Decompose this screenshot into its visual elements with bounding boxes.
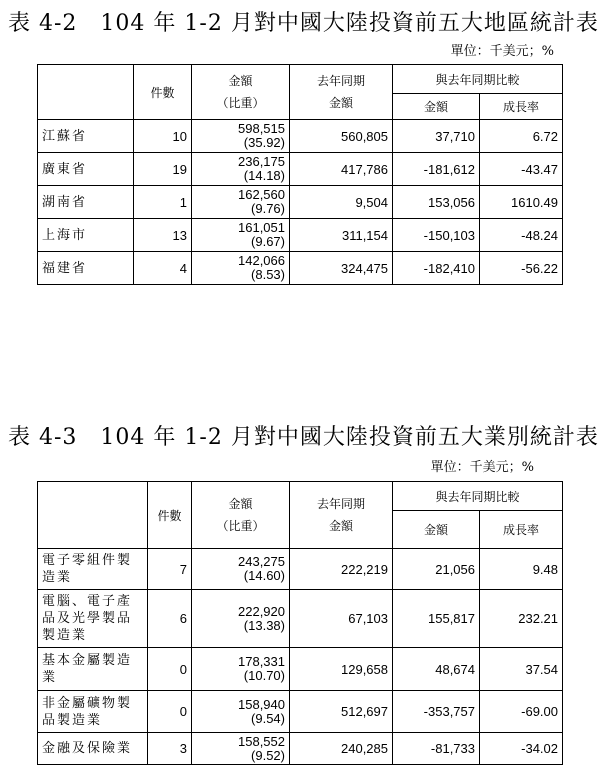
- table2-header-prev: [290, 482, 393, 549]
- table-row: [38, 120, 563, 153]
- table2-header-amount-bottom: （比重）: [216, 519, 265, 533]
- table2-row-name-line: 品製造業: [42, 712, 103, 728]
- table1-row-prev: 311,154: [290, 219, 393, 252]
- table-row: [38, 549, 563, 590]
- table1-row-diff: 37,710: [393, 120, 480, 153]
- table2-row-prev: 129,658: [290, 648, 393, 691]
- table2-row-name-line: 品及光學製品: [42, 611, 133, 626]
- table2-header-count: 件數: [148, 482, 192, 549]
- table2-row-share: (13.38): [243, 617, 285, 633]
- table2-corner-cell: [38, 482, 148, 549]
- table2-row-amount-value: 222,920: [238, 603, 285, 619]
- table2-row-name-line: 造業: [42, 570, 73, 585]
- table2-row-amount: [192, 648, 290, 691]
- table1-row-count: 19: [134, 153, 192, 186]
- table2-row-amount: [192, 549, 290, 590]
- table2-row-diff: -353,757: [393, 691, 480, 733]
- table1-row-growth: 6.72: [480, 120, 563, 153]
- table1-header-amount-bottom: （比重）: [216, 96, 265, 110]
- table2-row-prev: 222,219: [290, 549, 393, 590]
- table2-unit: 單位：千美元；%: [430, 460, 534, 475]
- table1-row-count: 1: [134, 186, 192, 219]
- table2-row-name: [38, 733, 148, 765]
- table1-header-cmp-amount: 金額: [393, 94, 480, 120]
- table2-header-compare: 與去年同期比較: [393, 482, 563, 511]
- table2-row-prev: 67,103: [290, 590, 393, 648]
- table1-row-diff: -150,103: [393, 219, 480, 252]
- table2-row-name-line: 電子零組件製: [42, 553, 133, 568]
- table2-row-amount: [192, 691, 290, 733]
- table1-row-name: 福建省: [38, 252, 134, 285]
- table1-row-amount-value: 142,066: [238, 253, 285, 268]
- table1-header-prev-top: 去年同期: [316, 74, 365, 88]
- table1-header-compare: 與去年同期比較: [393, 65, 563, 94]
- table1-row-diff: 153,056: [393, 186, 480, 219]
- table2-row-count: 3: [148, 733, 192, 765]
- table1-row-amount-value: 236,175: [238, 154, 285, 169]
- table2-row-growth: 37.54: [480, 648, 563, 691]
- table-row: [38, 733, 563, 765]
- table1-row-amount: [192, 186, 290, 219]
- table2-row-count: 6: [148, 590, 192, 648]
- table1-row-name: 湖南省: [38, 186, 134, 219]
- table1-row-name: 江蘇省: [38, 120, 134, 153]
- table-row: [38, 590, 563, 648]
- table2-row-growth: 9.48: [480, 549, 563, 590]
- table2-title: 表 4-3 104 年 1-2 月對中國大陸投資前五大業別統計表: [8, 425, 599, 450]
- table1-header-prev: [290, 65, 393, 120]
- table2-header-cmp-growth: 成長率: [480, 511, 563, 549]
- table1-row-amount: [192, 153, 290, 186]
- table2-row-count: 7: [148, 549, 192, 590]
- table1-row-share: (14.18): [243, 168, 285, 183]
- table2-row-growth: -34.02: [480, 733, 563, 765]
- table2-row-growth: 232.21: [480, 590, 563, 648]
- table2-row-diff: 48,674: [393, 648, 480, 691]
- table2-row-amount-value: 158,552: [238, 733, 285, 749]
- table2-row-name-line: 製造業: [42, 628, 88, 643]
- table2-row-count: 0: [148, 691, 192, 733]
- table1-row-share: (35.92): [243, 135, 285, 150]
- table1-header-prev-bottom: 金額: [328, 96, 353, 110]
- table2-row-diff: -81,733: [393, 733, 480, 765]
- table1-row-growth: -43.47: [480, 153, 563, 186]
- table1-row-amount: [192, 120, 290, 153]
- table1-row-amount-value: 162,560: [238, 187, 285, 202]
- table1-unit: 單位：千美元；%: [450, 44, 554, 59]
- table2-row-share: (14.60): [243, 568, 285, 583]
- table2-row-diff: 155,817: [393, 590, 480, 648]
- table1-title: 表 4-2 104 年 1-2 月對中國大陸投資前五大地區統計表: [8, 11, 599, 36]
- table1-row-count: 4: [134, 252, 192, 285]
- table1-grid: [37, 64, 563, 285]
- table-row: [38, 153, 563, 186]
- table2-row-count: 0: [148, 648, 192, 691]
- table-row: [38, 186, 563, 219]
- table2-header-cmp-amount: 金額: [393, 511, 480, 549]
- table2-row-name-line: 電腦、電子產: [42, 594, 133, 609]
- table2-row-prev: 512,697: [290, 691, 393, 733]
- table1-row-prev: 324,475: [290, 252, 393, 285]
- table1-row-share: (9.76): [251, 201, 285, 216]
- table1-row-growth: -48.24: [480, 219, 563, 252]
- table1-row-amount-value: 161,051: [238, 220, 285, 235]
- table-row: [38, 252, 563, 285]
- table1-row-diff: -182,410: [393, 252, 480, 285]
- table2-row-name-line: 基本金屬製造: [42, 653, 133, 668]
- table1-corner-cell: [38, 65, 134, 120]
- table1-row-amount: [192, 252, 290, 285]
- table2-row-name-line: 金融及保險業: [42, 741, 133, 756]
- table-row: [38, 219, 563, 252]
- table1-row-count: 10: [134, 120, 192, 153]
- table1-header-amount: [192, 65, 290, 120]
- table1-row-count: 13: [134, 219, 192, 252]
- table1-header-cmp-growth: 成長率: [480, 94, 563, 120]
- table2-row-amount-value: 158,940: [238, 696, 285, 712]
- table1-row-name: 廣東省: [38, 153, 134, 186]
- table2-header-prev-bottom: 金額: [328, 519, 353, 533]
- table2-header-prev-top: 去年同期: [316, 497, 365, 511]
- table1-row-amount-value: 598,515: [238, 121, 285, 136]
- table1-row-diff: -181,612: [393, 153, 480, 186]
- table-row: [38, 691, 563, 733]
- table2-row-name: [38, 549, 148, 590]
- table1-row-share: (8.53): [251, 267, 285, 282]
- table1-row-prev: 560,805: [290, 120, 393, 153]
- table1-row-name: 上海市: [38, 219, 134, 252]
- table1-row-growth: -56.22: [480, 252, 563, 285]
- table2-header-amount-top: 金額: [228, 497, 253, 511]
- table1-row-amount: [192, 219, 290, 252]
- table2-row-amount: [192, 590, 290, 648]
- table2-row-diff: 21,056: [393, 549, 480, 590]
- table2-row-name: [38, 590, 148, 648]
- table2-row-name-line: 非金屬礦物製: [42, 695, 133, 711]
- table1-row-growth: 1610.49: [480, 186, 563, 219]
- table1-header-count: 件數: [134, 65, 192, 120]
- table1-row-prev: 9,504: [290, 186, 393, 219]
- table1-row-prev: 417,786: [290, 153, 393, 186]
- table2-row-growth: -69.00: [480, 691, 563, 733]
- table2-row-amount-value: 178,331: [238, 654, 285, 669]
- table2-grid: [37, 481, 563, 765]
- table2-row-share: (9.54): [251, 710, 285, 726]
- table2-row-name: [38, 648, 148, 691]
- table2-row-amount-value: 243,275: [238, 554, 285, 569]
- table1-header-amount-top: 金額: [228, 74, 253, 88]
- table2-row-prev: 240,285: [290, 733, 393, 765]
- table2-row-share: (10.70): [243, 668, 285, 683]
- table2-row-name: [38, 691, 148, 733]
- table2-header-amount: [192, 482, 290, 549]
- table2-row-share: (9.52): [251, 747, 285, 763]
- table1-row-share: (9.67): [251, 234, 285, 249]
- table-row: [38, 648, 563, 691]
- table2-row-amount: [192, 733, 290, 765]
- table2-row-name-line: 業: [42, 670, 58, 685]
